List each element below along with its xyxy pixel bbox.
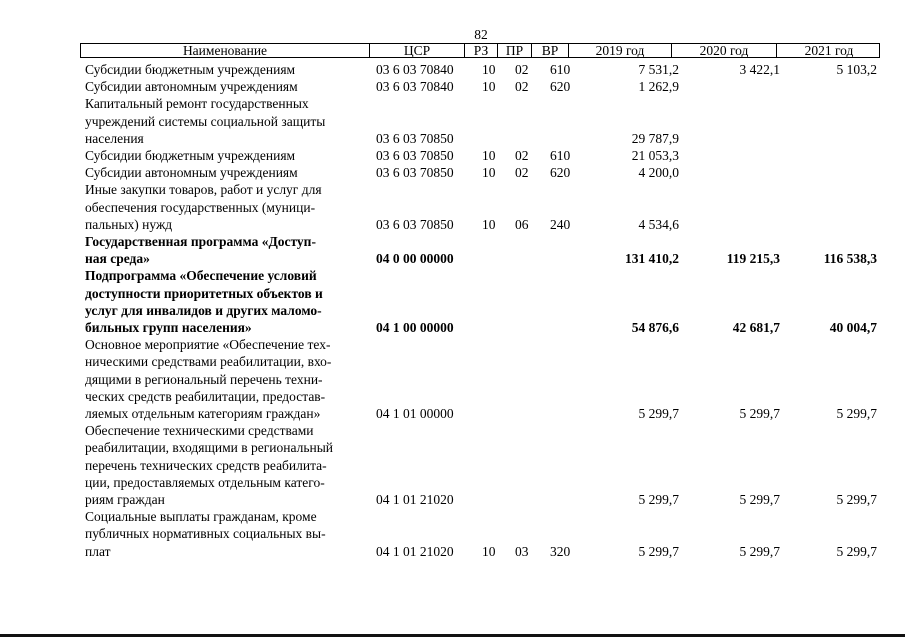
row-name-line: Социальные выплаты гражданам, кроме bbox=[85, 509, 317, 525]
row-csr: 03 6 03 70850 bbox=[376, 165, 454, 181]
row-rz: 10 bbox=[482, 148, 496, 164]
table-row bbox=[85, 181, 880, 233]
header-rz: РЗ bbox=[464, 43, 497, 58]
row-name-line: перечень технических средств реабилита- bbox=[85, 457, 327, 473]
row-2019: 54 876,6 bbox=[631, 320, 679, 336]
table-row bbox=[85, 267, 880, 336]
row-name-line: населения bbox=[85, 130, 144, 146]
row-csr: 04 1 00 00000 bbox=[376, 320, 454, 336]
row-vr: 240 bbox=[550, 216, 571, 232]
table-row bbox=[85, 508, 880, 560]
row-name-line: плат bbox=[85, 543, 111, 559]
row-name-line: Государственная программа «Доступ- bbox=[85, 234, 316, 250]
table-row bbox=[85, 61, 880, 78]
row-name bbox=[85, 422, 357, 508]
row-rz: 10 bbox=[482, 62, 496, 77]
row-2020: 3 422,1 bbox=[739, 62, 780, 77]
row-csr: 04 0 00 00000 bbox=[376, 251, 454, 267]
page-number: 82 bbox=[474, 27, 488, 42]
row-name-line: Субсидии бюджетным учреждениям bbox=[85, 62, 296, 77]
row-name bbox=[85, 95, 357, 147]
table-row bbox=[85, 422, 880, 508]
row-2021: 5 103,2 bbox=[836, 62, 877, 77]
table-row bbox=[85, 95, 880, 147]
row-vr: 610 bbox=[550, 62, 571, 77]
row-name-line: Обеспечение техническими средствами bbox=[85, 423, 314, 439]
row-pr: 06 bbox=[515, 216, 529, 232]
row-2019: 5 299,7 bbox=[638, 492, 679, 508]
row-2020: 42 681,7 bbox=[732, 320, 780, 336]
row-csr: 03 6 03 70850 bbox=[376, 130, 454, 146]
row-2021: 5 299,7 bbox=[836, 406, 877, 422]
row-2021: 40 004,7 bbox=[829, 320, 877, 336]
row-pr: 02 bbox=[515, 148, 529, 164]
row-2019: 4 534,6 bbox=[638, 216, 679, 232]
row-2019: 21 053,3 bbox=[631, 148, 679, 164]
row-pr: 02 bbox=[515, 165, 529, 181]
row-2020: 5 299,7 bbox=[739, 406, 780, 422]
row-name bbox=[85, 267, 357, 336]
table-row bbox=[85, 78, 880, 95]
row-name bbox=[85, 61, 357, 78]
row-vr: 620 bbox=[550, 79, 571, 95]
row-csr: 03 6 03 70850 bbox=[376, 148, 454, 164]
row-csr: 03 6 03 70840 bbox=[376, 62, 454, 77]
row-name-line: ляемых отдельным категориям граждан» bbox=[85, 406, 321, 422]
table-row bbox=[85, 147, 880, 164]
row-name-line: ции, предоставляемых отдельным катего- bbox=[85, 474, 325, 490]
row-name bbox=[85, 78, 357, 95]
row-name-line: ная среда» bbox=[85, 251, 150, 267]
row-2019: 5 299,7 bbox=[638, 406, 679, 422]
row-name bbox=[85, 147, 357, 164]
row-name bbox=[85, 508, 357, 560]
row-2021: 5 299,7 bbox=[836, 492, 877, 508]
row-2019: 1 262,9 bbox=[638, 79, 679, 95]
header-2020: 2020 год bbox=[671, 43, 776, 58]
header-2019: 2019 год bbox=[568, 43, 671, 58]
row-name-line: ническими средствами реабилитации, вхо- bbox=[85, 354, 332, 370]
row-2019: 131 410,2 bbox=[625, 251, 679, 267]
header-csr: ЦСР bbox=[369, 43, 464, 58]
row-name-line: пальных) нужд bbox=[85, 216, 173, 232]
row-vr: 620 bbox=[550, 165, 571, 181]
row-rz: 10 bbox=[482, 543, 496, 559]
row-pr: 02 bbox=[515, 62, 529, 77]
row-2019: 29 787,9 bbox=[631, 130, 679, 146]
row-rz: 10 bbox=[482, 165, 496, 181]
row-name-line: обеспечения государственных (муници- bbox=[85, 199, 316, 215]
row-name-line: Капитальный ремонт государственных bbox=[85, 96, 309, 112]
row-name-line: риям граждан bbox=[85, 492, 165, 508]
row-name-line: дящими в региональный перечень техни- bbox=[85, 371, 323, 387]
row-name-line: Субсидии автономным учреждениям bbox=[85, 165, 298, 181]
table-row bbox=[85, 336, 880, 422]
row-name-line: Субсидии бюджетным учреждениям bbox=[85, 148, 296, 164]
row-name-line: Подпрограмма «Обеспечение условий bbox=[85, 268, 317, 284]
row-csr: 03 6 03 70850 bbox=[376, 216, 454, 232]
row-pr: 03 bbox=[515, 543, 529, 559]
row-name-line: Иные закупки товаров, работ и услуг для bbox=[85, 182, 322, 198]
row-csr: 04 1 01 21020 bbox=[376, 492, 454, 508]
row-rz: 10 bbox=[482, 79, 496, 95]
row-2019: 4 200,0 bbox=[638, 165, 679, 181]
row-vr: 320 bbox=[550, 543, 571, 559]
header-vr: ВР bbox=[531, 43, 568, 58]
header-2021: 2021 год bbox=[776, 43, 881, 58]
row-csr: 03 6 03 70840 bbox=[376, 79, 454, 95]
row-name-line: публичных нормативных социальных вы- bbox=[85, 526, 326, 542]
row-2020: 5 299,7 bbox=[739, 543, 780, 559]
header-name: Наименование bbox=[182, 43, 268, 58]
table-body bbox=[85, 61, 880, 560]
row-2020: 5 299,7 bbox=[739, 492, 780, 508]
row-name bbox=[85, 164, 357, 181]
row-csr: 04 1 01 21020 bbox=[376, 543, 454, 559]
table-row bbox=[85, 233, 880, 267]
row-name bbox=[85, 233, 357, 267]
page-bottom-rule bbox=[0, 634, 905, 637]
row-csr: 04 1 01 00000 bbox=[376, 406, 454, 422]
table-header bbox=[80, 43, 880, 58]
row-2021: 116 538,3 bbox=[823, 251, 877, 267]
row-vr: 610 bbox=[550, 148, 571, 164]
row-2021: 5 299,7 bbox=[836, 543, 877, 559]
row-name-line: реабилитации, входящими в региональный bbox=[85, 440, 333, 456]
row-name-line: доступности приоритетных объектов и bbox=[85, 285, 323, 301]
row-name bbox=[85, 336, 357, 422]
row-name-line: учреждений системы социальной защиты bbox=[85, 113, 326, 129]
row-name-line: услуг для инвалидов и других маломо- bbox=[85, 302, 322, 318]
header-pr: ПР bbox=[497, 43, 531, 58]
row-2020: 119 215,3 bbox=[726, 251, 780, 267]
row-name bbox=[85, 181, 357, 233]
row-name-line: Основное мероприятие «Обеспечение тех- bbox=[85, 337, 331, 353]
row-2019: 7 531,2 bbox=[638, 62, 679, 77]
row-pr: 02 bbox=[515, 79, 529, 95]
row-rz: 10 bbox=[482, 216, 496, 232]
row-name-line: бильных групп населения» bbox=[85, 320, 252, 336]
table-row bbox=[85, 164, 880, 181]
row-name-line: Субсидии автономным учреждениям bbox=[85, 79, 298, 95]
row-name-line: ческих средств реабилитации, предостав- bbox=[85, 388, 326, 404]
row-2019: 5 299,7 bbox=[638, 543, 679, 559]
